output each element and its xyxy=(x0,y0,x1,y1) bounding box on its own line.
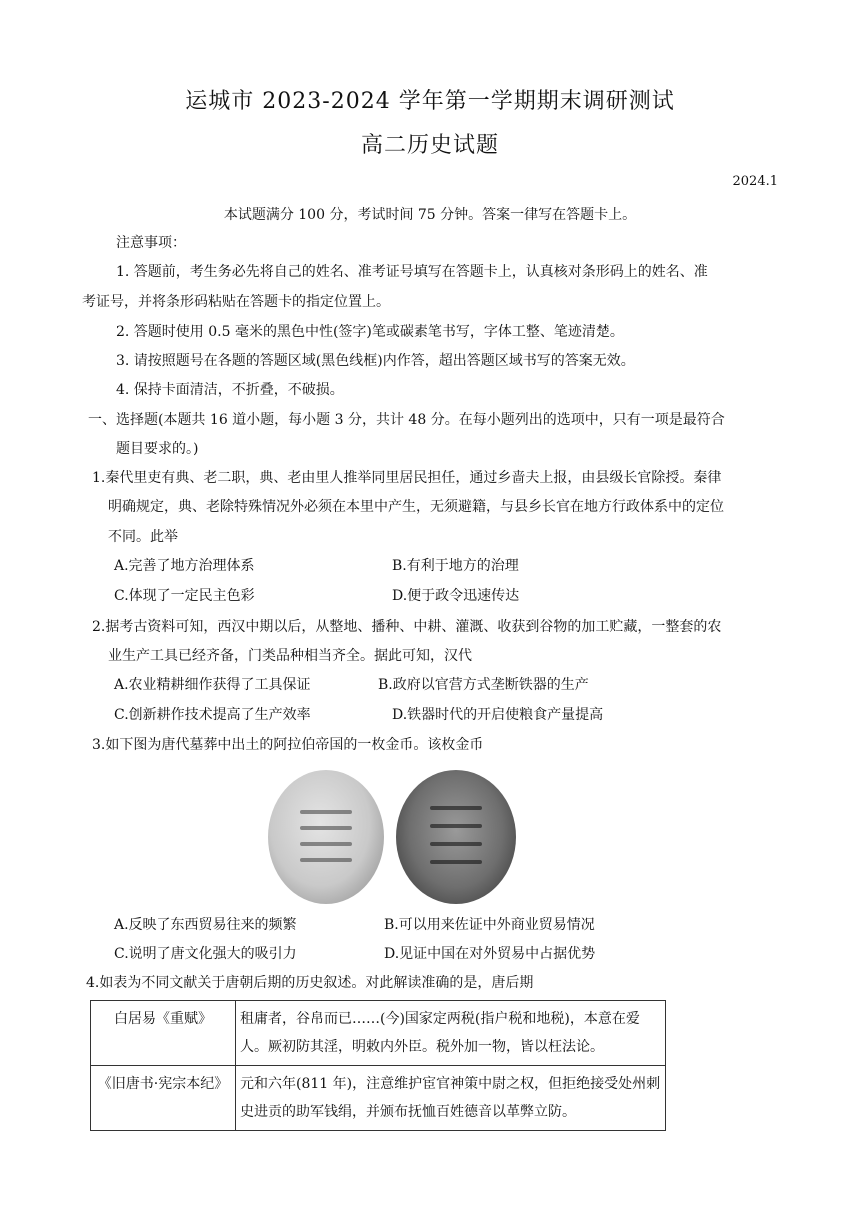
table-cell-source: 白居易《重赋》 xyxy=(91,1001,236,1066)
question-3-option-b: B.可以用来佐证中外商业贸易情况 xyxy=(384,917,595,933)
question-1-option-a: A.完善了地方治理体系 xyxy=(114,558,255,574)
exam-title: 运城市 2023-2024 学年第一学期期末调研测试 xyxy=(185,89,675,114)
note-item: 4. 保持卡面清洁，不折叠，不破损。 xyxy=(116,382,344,398)
exam-date: 2024.1 xyxy=(732,174,778,189)
section-heading-cont: 题目要求的。) xyxy=(116,441,199,457)
question-3-option-c: C.说明了唐文化强大的吸引力 xyxy=(114,946,297,962)
question-4-stem: 4.如表为不同文献关于唐朝后期的历史叙述。对此解读准确的是，唐后期 xyxy=(86,975,534,991)
question-1-stem: 不同。此举 xyxy=(108,529,178,545)
intro-text: 本试题满分 100 分，考试时间 75 分钟。答案一律写在答题卡上。 xyxy=(223,207,637,223)
table-cell-text: 元和六年(811 年)，注意维护宦官神策中尉之权，但拒绝接受处州刺史进贡的助军钱绢，并颁布抚恤百姓德音以革弊立防。 xyxy=(236,1066,666,1131)
question-2-option-a: A.农业精耕细作获得了工具保证 xyxy=(114,677,311,693)
question-2-option-d: D.铁器时代的开启使粮食产量提高 xyxy=(392,707,604,723)
question-2-stem: 业生产工具已经齐备，门类品种相当齐全。据此可知，汉代 xyxy=(108,648,472,664)
question-3-option-a: A.反映了东西贸易往来的频繁 xyxy=(114,917,297,933)
question-3-stem: 3.如下图为唐代墓葬中出土的阿拉伯帝国的一枚金币。该枚金币 xyxy=(92,737,484,753)
arab-gold-coin-reverse-image xyxy=(396,770,516,904)
section-heading: 一、选择题(本题共 16 道小题，每小题 3 分，共计 48 分。在每小题列出的选项中，只有一项是最符合 xyxy=(88,412,725,428)
table-cell-text: 租庸者，谷帛而已……(今)国家定两税(指户税和地税)，本意在爱人。厥初防其淫，明敕内外臣。税外加一物，皆以枉法论。 xyxy=(236,1001,666,1066)
question-1-option-c: C.体现了一定民主色彩 xyxy=(114,588,255,604)
table-cell-source: 《旧唐书·宪宗本纪》 xyxy=(91,1066,236,1131)
question-3-option-d: D.见证中国在对外贸易中占据优势 xyxy=(384,946,596,962)
note-item: 2. 答题时使用 0.5 毫米的黑色中性(签字)笔或碳素笔书写，字体工整、笔迹清楚。 xyxy=(116,324,624,340)
note-item: 3. 请按照题号在各题的答题区域(黑色线框)内作答，超出答题区域书写的答案无效。 xyxy=(116,353,635,369)
question-1-option-d: D.便于政令迅速传达 xyxy=(392,588,520,604)
question-2-option-b: B.政府以官营方式垄断铁器的生产 xyxy=(378,677,589,693)
arab-gold-coin-obverse-image xyxy=(268,770,384,904)
table-row xyxy=(91,1066,666,1131)
history-sources-table xyxy=(90,1000,666,1131)
question-2-stem: 2.据考古资料可知，西汉中期以后，从整地、播种、中耕、灌溉、收获到谷物的加工贮藏，一整套的农 xyxy=(92,619,722,635)
question-2-option-c: C.创新耕作技术提高了生产效率 xyxy=(114,707,311,723)
notes-heading: 注意事项： xyxy=(116,235,186,251)
question-1-option-b: B.有利于地方的治理 xyxy=(392,558,519,574)
table-row xyxy=(91,1001,666,1066)
question-1-stem: 明确规定，典、老除特殊情况外必须在本里中产生，无须避籍，与县乡长官在地方行政体系中的定位 xyxy=(108,499,724,515)
exam-subtitle: 高二历史试题 xyxy=(360,133,499,158)
note-item: 1. 答题前，考生务必先将自己的姓名、准考证号填写在答题卡上，认真核对条形码上的姓名、准 xyxy=(116,264,708,280)
note-item: 考证号，并将条形码粘贴在答题卡的指定位置上。 xyxy=(82,294,390,310)
question-1-stem: 1.秦代里吏有典、老二职，典、老由里人推举同里居民担任，通过乡啬夫上报，由县级长官除授。秦律 xyxy=(92,470,722,486)
